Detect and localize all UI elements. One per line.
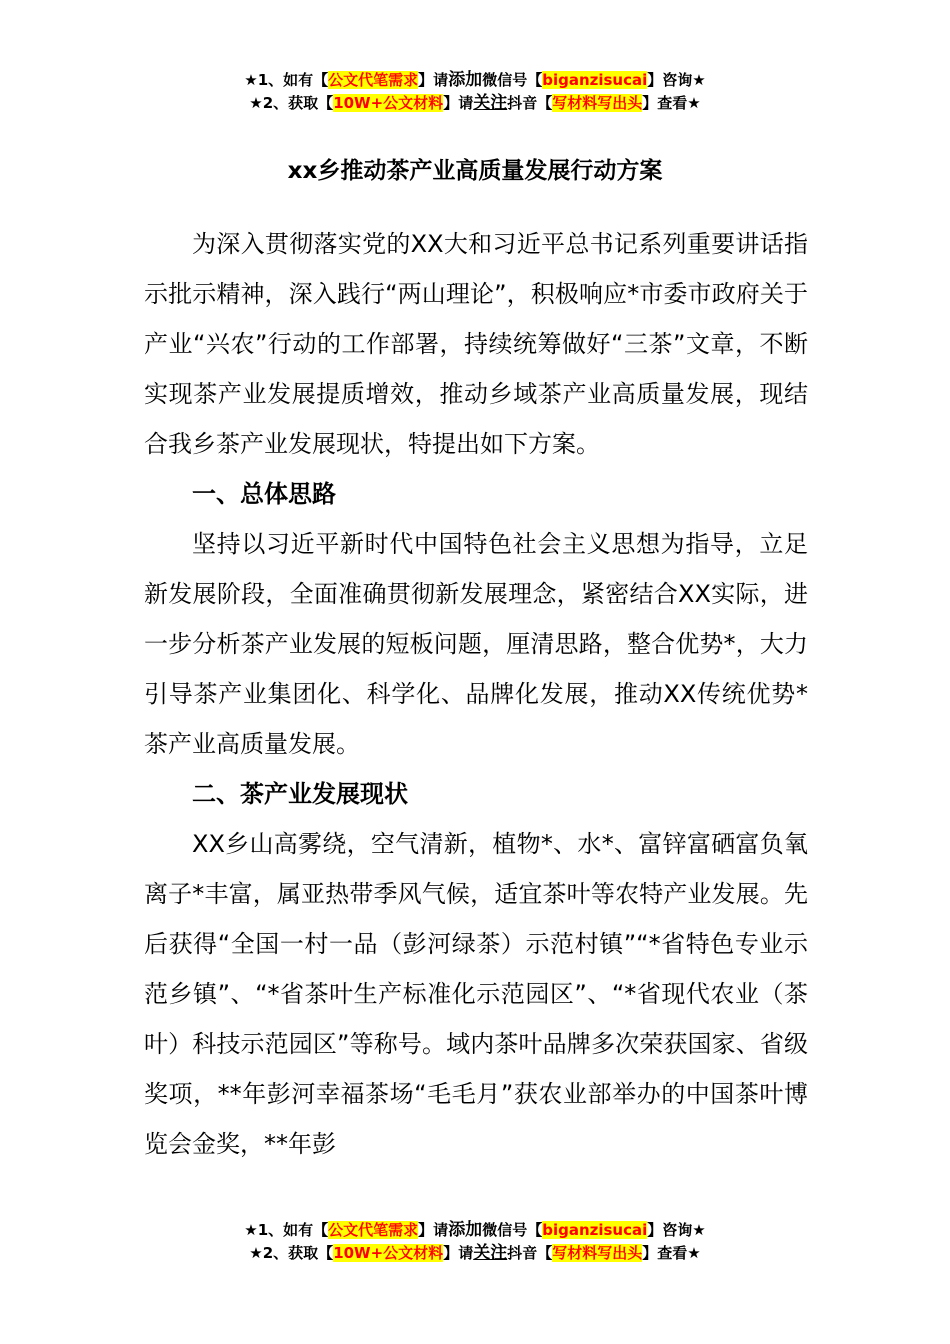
highlight-materials: 10W+公文材料 (333, 94, 444, 112)
section-paragraph-1: 坚持以习近平新时代中国特色社会主义思想为指导，立足新发展阶段，全面准确贯彻新发展理念，紧密结合XX实际，进一步分析茶产业发展的短板问题，厘清思路，整合优势*，大力引导茶产业集团化、科学化、品牌化发展，推动XX传统优势*茶产业高质量发展。 (144, 530, 808, 758)
document-title: xx乡推动茶产业高质量发展行动方案 (287, 158, 663, 184)
footer-banner (0, 1219, 950, 1265)
star-icon: ★ (244, 1221, 258, 1239)
highlight-materials: 10W+公文材料 (333, 1244, 444, 1262)
banner-line-2: ★2、获取【10W+公文材料】请关注抖音【写材料写出头】查看★ (249, 93, 701, 113)
star-icon: ★ (249, 94, 263, 112)
star-icon: ★ (244, 71, 258, 89)
section-heading-2: 二、茶产业发展现状 (192, 780, 408, 808)
banner-line-1: ★1、如有【公文代笔需求】请添加微信号【biganzisucai】咨询★ (244, 70, 706, 90)
banner-line-1: ★1、如有【公文代笔需求】请添加微信号【biganzisucai】咨询★ (244, 1220, 706, 1240)
highlight-wechat-id: biganzisucai (542, 71, 648, 89)
highlight-wechat-id: biganzisucai (542, 1221, 648, 1239)
section-heading-1: 一、总体思路 (192, 480, 336, 508)
banner-line-2: ★2、获取【10W+公文材料】请关注抖音【写材料写出头】查看★ (249, 1243, 701, 1263)
star-icon: ★ (249, 1244, 263, 1262)
intro-paragraph: 为深入贯彻落实党的XX大和习近平总书记系列重要讲话指示批示精神，深入践行“两山理论”，积极响应*市委市政府关于产业“兴农”行动的工作部署，持续统筹做好“三茶”文章，不断实现茶产业发展提质增效，推动乡域茶产业高质量发展，现结合我乡茶产业发展现状，特提出如下方案。 (144, 230, 808, 458)
section-paragraph-2: XX乡山高雾绕，空气清新，植物*、水*、富锌富硒富负氧离子*丰富，属亚热带季风气候，适宜茶叶等农特产业发展。先后获得“全国一村一品（彭河绿茶）示范村镇”“*省特色专业示范乡镇”、“*省茶叶生产标准化示范园区”、“*省现代农业（茶叶）科技示范园区”等称号。域内茶叶品牌多次荣获国家、省级奖项，**年彭河幸福茶场“毛毛月”获农业部举办的中国茶叶博览会金奖，**年彭 (144, 830, 808, 1158)
document-body (144, 219, 808, 1169)
highlight-douyin: 写材料写出头 (552, 1244, 643, 1262)
header-banner (0, 69, 950, 115)
highlight-service: 公文代笔需求 (328, 71, 419, 89)
highlight-service: 公文代笔需求 (328, 1221, 419, 1239)
highlight-douyin: 写材料写出头 (552, 94, 643, 112)
